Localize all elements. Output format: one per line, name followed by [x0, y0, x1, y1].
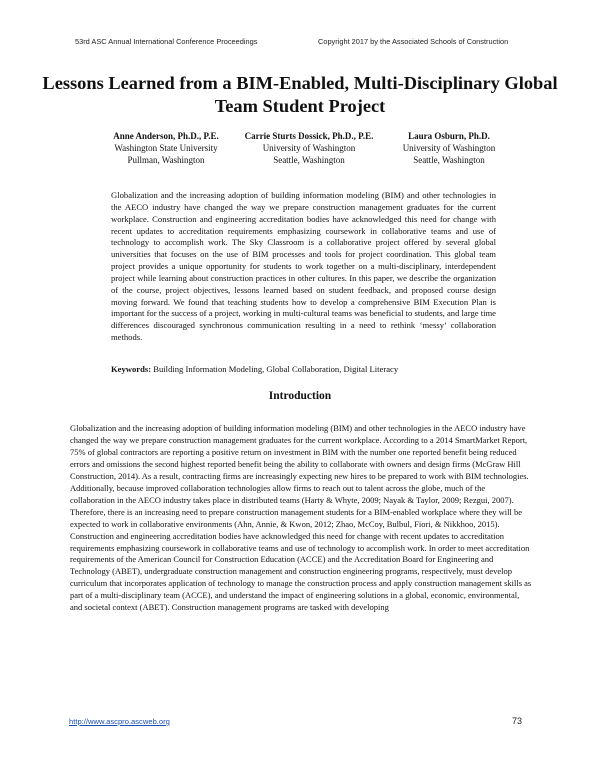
author-location: Pullman, Washington [127, 154, 205, 165]
section-heading-introduction: Introduction [268, 390, 332, 402]
paper-title: Lessons Learned from a BIM-Enabled, Multi-Disciplinary Global Team Student Project [42, 73, 558, 116]
page-number: 73 [512, 716, 523, 726]
introduction-body [70, 423, 532, 614]
author-affiliation: Washington State University [114, 142, 218, 153]
author-location: Seattle, Washington [273, 154, 345, 165]
author-affiliation: University of Washington [262, 142, 356, 153]
author-name: Laura Osburn, Ph.D. [408, 131, 490, 141]
running-header-copyright: Copyright 2017 by the Associated Schools of Construction [318, 37, 509, 46]
author-block [364, 131, 534, 166]
keywords-list: Building Information Modeling, Global Collaboration, Digital Literacy [153, 364, 399, 374]
body-paragraph: Globalization and the increasing adoption of building information modeling (BIM) and other technologies in the AECO industry have changed the way we prepare construction management graduates for the current workplace. According to a 2014 SmartMarket Report, 75% of global contractors are reporting a positive return on investment in BIM with the number one reported benefit being reduced errors and omissions the second highest reported benefit being the ability to collaborate with owners and design firms (McGraw Hill Construction, 2014). As a result, contracting firms are increasingly expecting new hires to be prepared to work with BIM technologies. Additionally, because improved collaboration technologies allow firms to reach out to talent across the globe, much of the collaboration in the AECO industry takes place in distributed teams (Harty & Whyte, 2009; Nayak & Taylor, 2009; Rezgui, 2007). Therefore, there is an increasing need to prepare construction management students for a BIM-enabled workplace where they will be expected to work in collaborative environments (Ahn, Annie, & Kwon, 2012; Zhao, McCoy, Bulbul, Fiori, & Nikkhoo, 2015). [70, 423, 529, 529]
body-paragraph: Construction and engineering accreditation bodies have acknowledged this need for change with recent updates to accreditation requirements emphasizing coursework in collaborative teams and use of technology to accomplish work. In order to meet accreditation requirements of the American Council for Construction Education (ACCE) and the Accreditation Board for Engineering and Technology (ABET), undergraduate construction management and construction engineering programs, respectively, must develop curriculum that incorporates application of technology to manage the construction process and apply construction management skills as part of a multi-disciplinary team (ACCE), and understand the impact of engineering solutions in a global, economic, environmental, and societal context (ABET). Construction management programs are tasked with developing [70, 530, 532, 613]
author-name: Carrie Sturts Dossick, Ph.D., P.E. [244, 131, 374, 141]
abstract: Globalization and the increasing adoption of building information modeling (BIM) and other technologies in the AECO industry have changed the way we prepare construction management graduates for the current workplace. Construction and engineering accreditation bodies have acknowledged this need for change with recent updates to accreditation requirements emphasizing coursework in collaborative teams and use of technology to accomplish work. The Sky Classroom is a collaborative project offered by several global universities that focuses on the use of BIM processes and tools for project coordination. This global team project provides a unique opportunity for students to work together on a multi-disciplinary, interdependent project while learning about construction practices in other cultures. In this paper, we describe the organization of the course, project objectives, lessons learned based on student feedback, and proposed course design moving forward. We found that teaching students how to develop a comprehensive BIM Execution Plan is important for the success of a project, working in multi-cultural teams was beneficial to students, and large time differences discouraged synchronous communication resulting in a need to rethink ‘messy’ collaboration methods. [111, 190, 496, 343]
keywords-label: Keywords: [111, 364, 152, 374]
footer-website-link[interactable]: http://www.ascpro.ascweb.org [69, 717, 170, 726]
running-header-conference: 53rd ASC Annual International Conference Proceedings [75, 37, 258, 46]
keywords [111, 364, 501, 375]
author-location: Seattle, Washington [413, 154, 485, 165]
author-name: Anne Anderson, Ph.D., P.E. [113, 131, 219, 141]
author-affiliation: University of Washington [402, 142, 496, 153]
